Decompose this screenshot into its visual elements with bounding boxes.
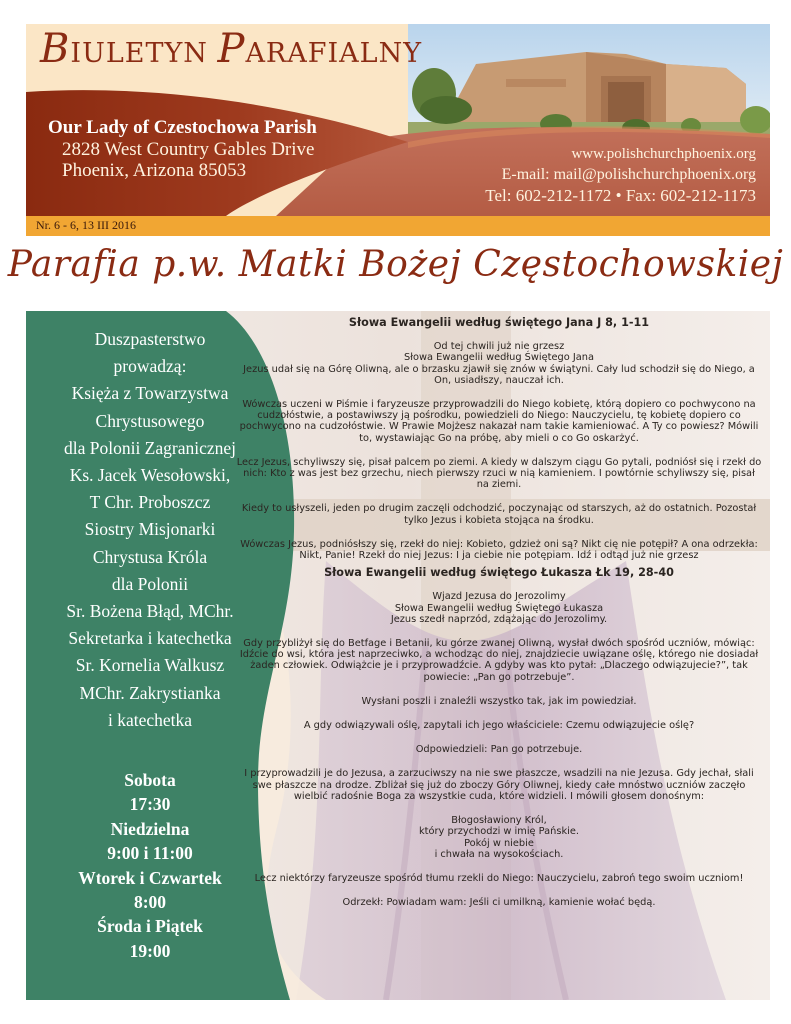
staff-line: Księża z Towarzystwa bbox=[71, 383, 229, 404]
masthead bbox=[26, 24, 770, 216]
gospel-paragraph: Wjazd Jezusa do Jerozolimy Słowa Ewangelii według Świętego Łukasza Jezus szedł naprzód, zdążając do Jerozolimy. bbox=[390, 591, 608, 625]
gospel-paragraph: Odpowiedzieli: Pan go potrzebuje. bbox=[415, 744, 583, 756]
city-line: Phoenix, Arizona 85053 bbox=[62, 160, 247, 181]
schedule-line: 17:30 bbox=[129, 794, 171, 815]
staff-line: Duszpasterstwo bbox=[94, 329, 206, 349]
gospel-paragraph: Wysłani poszli i znaleźli wszystko tak, jak im powiedział. bbox=[361, 695, 637, 707]
phone-fax: Tel: 602-212-1172 • Fax: 602-212-1173 bbox=[485, 186, 756, 205]
staff-line: prowadzą: bbox=[113, 356, 187, 377]
staff-line: MChr. Zakrystianka bbox=[79, 682, 221, 703]
schedule-line: 8:00 bbox=[133, 892, 167, 913]
gospel-paragraph: Wówczas uczeni w Piśmie i faryzeusze przyprowadzili do Niego kobietę, którą dopiero co pochwycono na cudzołóstwie, a postawiwszy ją pośrodku, powiedzieli do Niego: Nauczycielu, tę kobietę dopiero co pochwycono na cudzołóstwie. W Prawie Mojżesz nakazał nam takie kamieniować. A Ty co powiesz? Mówili to, wystawiając Go na próbę, aby mieli o co Go oskarżyć. bbox=[239, 399, 759, 444]
staff-line: Sr. Bożena Błąd, MChr. bbox=[66, 601, 234, 622]
schedule-line: Wtorek i Czwartek bbox=[78, 867, 222, 888]
issue-number: Nr. 6 - 6, 13 III 2016 bbox=[36, 218, 136, 232]
gospel-heading-john: Słowa Ewangelii według świętego Jana J 8, 1-11 bbox=[348, 316, 650, 329]
schedule-line: Sobota bbox=[124, 770, 176, 790]
gospel-heading-luke: Słowa Ewangelii według świętego Łukasza Łk 19, 28-40 bbox=[324, 566, 674, 580]
gospel-john-text bbox=[236, 341, 762, 561]
gospel-readings bbox=[236, 317, 762, 921]
staff-line: Siostry Misjonarki bbox=[84, 519, 216, 540]
church-photo bbox=[408, 24, 770, 142]
mass-schedule bbox=[32, 768, 268, 963]
issue-bar bbox=[26, 216, 770, 236]
schedule-line: Niedzielna bbox=[110, 818, 190, 839]
schedule-line: Środa i Piątek bbox=[97, 916, 203, 937]
gospel-paragraph: Odrzekł: Powiadam wam: Jeśli ci umilkną, kamienie wołać będą. bbox=[342, 897, 656, 909]
staff-line: Chrystusowego bbox=[95, 410, 205, 431]
staff-line: T Chr. Proboszcz bbox=[89, 492, 211, 513]
gospel-paragraph: Gdy przybliżył się do Betfage i Betanii, ku górze zwanej Oliwną, wysłał dwóch spośród uczniów, mówiąc: Idźcie do wsi, która jest naprzeciwko, a wchodząc do niej, znajdziecie uwiązane oślę, którego nie dosiadał żaden człowiek. Odwiążcie je i przyprowadźcie. A gdyby was kto pytał: „Dlaczego odwiązujecie?”, tak powiecie: „Pan go potrzebuje”. bbox=[239, 638, 759, 683]
gospel-paragraph: Wówczas Jezus, podniósłszy się, rzekł do niej: Kobieto, gdzież oni są? Nikt cię nie potępił? A ona odrzekła: Nikt, Panie! Rzekł do niej Jezus: I ja ciebie nie potępiam. Idź i odtąd już nie grzesz bbox=[240, 538, 758, 562]
gospel-paragraph: Lecz niektórzy faryzeusze spośród tłumu rzekli do Niego: Nauczycielu, zabroń tego swoim uczniom! bbox=[254, 872, 744, 884]
gospel-paragraph: Kiedy to usłyszeli, jeden po drugim zaczęli odchodzić, poczynając od starszych, aż do ostatnich. Pozostał tylko Jezus i kobieta stojąca na środku. bbox=[241, 503, 757, 526]
gospel-paragraph: I przyprowadzili je do Jezusa, a zarzuciwszy na nie swe płaszcze, wsadzili na nie Jezusa. Gdy jechał, słali swe płaszcze na drodze. Zbliżał się już do zboczy Góry Oliwnej, kiedy całe mnóstwo uczniów zaczęło wielbić radośnie Boga za wszystkie cuda, które widzieli. I mówili głosem donośnym: bbox=[244, 768, 754, 802]
bulletin-title: BIULETYN PARAFIALNY bbox=[40, 26, 423, 72]
gospel-paragraph: Błogosławiony Król, który przychodzi w imię Pańskie. Pokój w niebie i chwała na wysokościach. bbox=[419, 815, 579, 860]
website: www.polishchurchphoenix.org bbox=[571, 146, 756, 162]
gospel-luke-text bbox=[236, 591, 762, 908]
schedule-line: 9:00 i 11:00 bbox=[107, 843, 193, 864]
staff-line: dla Polonii Zagranicznej bbox=[63, 437, 237, 458]
staff-line: Chrystusa Króla bbox=[92, 546, 208, 567]
email: E-mail: mail@polishchurchphoenix.org bbox=[501, 166, 756, 183]
parish-name: Our Lady of Czestochowa Parish bbox=[48, 117, 317, 138]
pastoral-staff-list bbox=[32, 326, 268, 734]
staff-line: Ks. Jacek Wesołowski, bbox=[69, 465, 231, 486]
staff-line: dla Polonii bbox=[111, 573, 189, 594]
address-line: 2828 West Country Gables Drive bbox=[62, 139, 315, 160]
staff-line: i katechetka bbox=[107, 709, 193, 730]
staff-line: Sekretarka i katechetka bbox=[68, 628, 232, 649]
gospel-paragraph: Lecz Jezus, schyliwszy się, pisał palcem po ziemi. A kiedy w dalszym ciągu Go pytali, podniósł się i rzekł do nich: Kto z was jest bez grzechu, niech pierwszy rzuci w nią kamieniem. I powtórnie schyliwszy się, pisał na ziemi. bbox=[236, 456, 762, 491]
staff-line: Sr. Kornelia Walkusz bbox=[75, 655, 225, 676]
gospel-paragraph: A gdy odwiązywali oślę, zapytali ich jego właściciele: Czemu odwiązujecie oślę? bbox=[303, 720, 695, 732]
page-title: Parafia p.w. Matki Bożej Częstochowskiej bbox=[7, 244, 784, 285]
schedule-line: 19:00 bbox=[129, 940, 171, 961]
gospel-paragraph: Od tej chwili już nie grzesz Słowa Ewangelii według Świętego Jana Jezus udał się na Górę Oliwną, ale o brzasku zjawił się znów w świątyni. Cały lud schodził się do Niego, a On, usiadłszy, nauczał ich. bbox=[243, 341, 755, 386]
